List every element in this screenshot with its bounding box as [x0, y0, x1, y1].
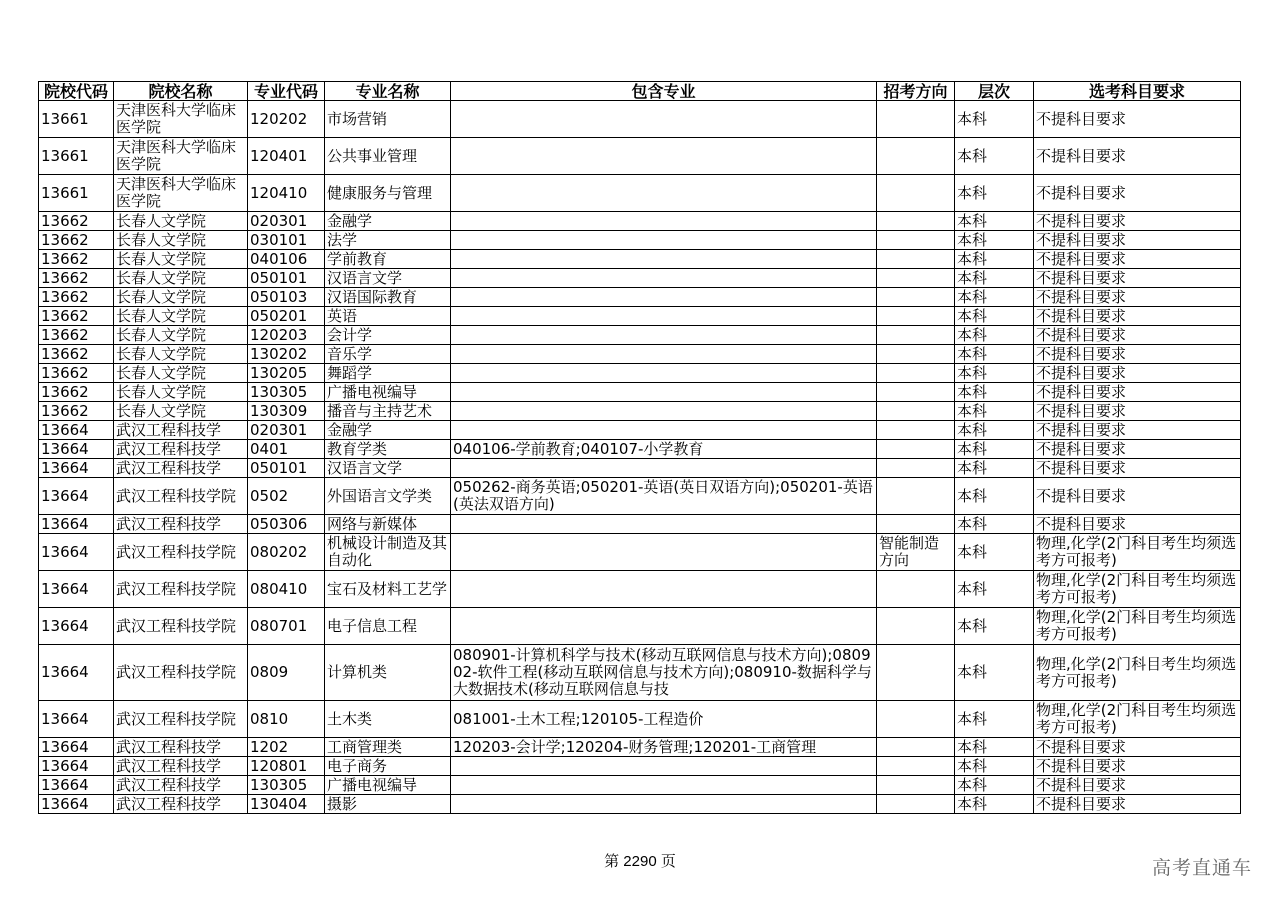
table-row — [39, 402, 1241, 421]
cell-major-name: 播音与主持艺术 — [325, 402, 451, 421]
cell-subject-requirement: 不提科目要求 — [1034, 402, 1241, 421]
cell-school-name: 武汉工程科技学院 — [114, 534, 248, 571]
table-row — [39, 701, 1241, 738]
table-row — [39, 383, 1241, 402]
cell-included-majors — [451, 288, 877, 307]
cell-major-name: 汉语言文学 — [325, 269, 451, 288]
cell-level: 本科 — [955, 326, 1034, 345]
cell-school-code: 13664 — [39, 738, 114, 757]
cell-subject-requirement: 物理,化学(2门科目考生均须选考方可报考) — [1034, 701, 1241, 738]
cell-level: 本科 — [955, 269, 1034, 288]
cell-school-name: 武汉工程科技学 — [114, 795, 248, 814]
cell-included-majors — [451, 383, 877, 402]
cell-school-code: 13662 — [39, 326, 114, 345]
header-included-majors: 包含专业 — [451, 82, 877, 101]
cell-major-name: 摄影 — [325, 795, 451, 814]
cell-included-majors — [451, 364, 877, 383]
cell-school-code: 13664 — [39, 534, 114, 571]
cell-subject-requirement: 不提科目要求 — [1034, 440, 1241, 459]
cell-direction: 智能制造方向 — [877, 534, 955, 571]
cell-direction — [877, 345, 955, 364]
cell-level: 本科 — [955, 701, 1034, 738]
cell-direction — [877, 269, 955, 288]
cell-level: 本科 — [955, 364, 1034, 383]
table-row — [39, 571, 1241, 608]
cell-school-code: 13662 — [39, 383, 114, 402]
table-row — [39, 345, 1241, 364]
cell-major-code: 050101 — [248, 459, 325, 478]
cell-subject-requirement: 不提科目要求 — [1034, 364, 1241, 383]
cell-subject-requirement: 不提科目要求 — [1034, 459, 1241, 478]
cell-level: 本科 — [955, 757, 1034, 776]
cell-included-majors — [451, 459, 877, 478]
cell-school-name: 长春人文学院 — [114, 364, 248, 383]
header-row — [39, 82, 1241, 101]
cell-major-code: 040106 — [248, 250, 325, 269]
cell-subject-requirement: 不提科目要求 — [1034, 288, 1241, 307]
cell-direction — [877, 701, 955, 738]
cell-major-name: 宝石及材料工艺学 — [325, 571, 451, 608]
cell-major-name: 健康服务与管理 — [325, 175, 451, 212]
table-row — [39, 459, 1241, 478]
cell-major-code: 050201 — [248, 307, 325, 326]
table-row — [39, 738, 1241, 757]
cell-included-majors — [451, 345, 877, 364]
cell-major-code: 120203 — [248, 326, 325, 345]
cell-subject-requirement: 物理,化学(2门科目考生均须选考方可报考) — [1034, 645, 1241, 701]
cell-level: 本科 — [955, 307, 1034, 326]
cell-direction — [877, 645, 955, 701]
cell-direction — [877, 608, 955, 645]
cell-major-name: 机械设计制造及其自动化 — [325, 534, 451, 571]
cell-direction — [877, 307, 955, 326]
cell-major-code: 0809 — [248, 645, 325, 701]
cell-major-name: 汉语国际教育 — [325, 288, 451, 307]
cell-major-code: 020301 — [248, 212, 325, 231]
cell-major-code: 130305 — [248, 776, 325, 795]
cell-direction — [877, 175, 955, 212]
cell-major-code: 0401 — [248, 440, 325, 459]
cell-included-majors — [451, 534, 877, 571]
cell-major-code: 020301 — [248, 421, 325, 440]
cell-level: 本科 — [955, 175, 1034, 212]
cell-major-name: 广播电视编导 — [325, 776, 451, 795]
cell-school-code: 13662 — [39, 250, 114, 269]
cell-level: 本科 — [955, 738, 1034, 757]
table-row — [39, 326, 1241, 345]
cell-subject-requirement: 不提科目要求 — [1034, 212, 1241, 231]
cell-major-name: 网络与新媒体 — [325, 515, 451, 534]
cell-school-code: 13664 — [39, 421, 114, 440]
cell-direction — [877, 738, 955, 757]
cell-school-code: 13664 — [39, 515, 114, 534]
cell-included-majors — [451, 421, 877, 440]
cell-school-code: 13664 — [39, 701, 114, 738]
cell-school-code: 13664 — [39, 608, 114, 645]
cell-school-code: 13662 — [39, 269, 114, 288]
cell-subject-requirement: 不提科目要求 — [1034, 269, 1241, 288]
cell-level: 本科 — [955, 534, 1034, 571]
cell-school-name: 长春人文学院 — [114, 345, 248, 364]
cell-subject-requirement: 不提科目要求 — [1034, 383, 1241, 402]
table-row — [39, 795, 1241, 814]
cell-subject-requirement: 不提科目要求 — [1034, 795, 1241, 814]
cell-school-name: 武汉工程科技学 — [114, 738, 248, 757]
cell-major-name: 金融学 — [325, 212, 451, 231]
cell-major-code: 0810 — [248, 701, 325, 738]
cell-major-name: 舞蹈学 — [325, 364, 451, 383]
cell-included-majors: 120203-会计学;120204-财务管理;120201-工商管理 — [451, 738, 877, 757]
cell-school-code: 13661 — [39, 138, 114, 175]
cell-major-code: 120401 — [248, 138, 325, 175]
cell-included-majors — [451, 307, 877, 326]
cell-subject-requirement: 不提科目要求 — [1034, 307, 1241, 326]
header-school-name: 院校名称 — [114, 82, 248, 101]
included-majors-text: 080901-计算机科学与技术(移动互联网信息与技术方向);080902-软件工程(移动互联网信息与技术方向);080910-数据科学与大数据技术(移动互联网信息与技 — [453, 647, 872, 698]
cell-included-majors — [451, 269, 877, 288]
cell-school-code: 13662 — [39, 364, 114, 383]
cell-major-name: 公共事业管理 — [325, 138, 451, 175]
cell-subject-requirement: 物理,化学(2门科目考生均须选考方可报考) — [1034, 534, 1241, 571]
cell-major-code: 130205 — [248, 364, 325, 383]
cell-school-name: 武汉工程科技学 — [114, 515, 248, 534]
cell-school-name: 武汉工程科技学 — [114, 421, 248, 440]
cell-direction — [877, 421, 955, 440]
header-level: 层次 — [955, 82, 1034, 101]
cell-subject-requirement: 不提科目要求 — [1034, 231, 1241, 250]
cell-direction — [877, 515, 955, 534]
cell-school-name: 武汉工程科技学院 — [114, 571, 248, 608]
cell-major-name: 英语 — [325, 307, 451, 326]
cell-school-name: 武汉工程科技学院 — [114, 478, 248, 515]
table-row — [39, 515, 1241, 534]
cell-school-code: 13664 — [39, 757, 114, 776]
cell-subject-requirement: 不提科目要求 — [1034, 757, 1241, 776]
cell-subject-requirement: 不提科目要求 — [1034, 101, 1241, 138]
cell-major-name: 汉语言文学 — [325, 459, 451, 478]
cell-included-majors: 050262-商务英语;050201-英语(英日双语方向);050201-英语(英法双语方向) — [451, 478, 877, 515]
table-row — [39, 534, 1241, 571]
table-row — [39, 645, 1241, 701]
cell-major-name: 电子商务 — [325, 757, 451, 776]
cell-school-name: 天津医科大学临床医学院 — [114, 175, 248, 212]
cell-school-code: 13664 — [39, 776, 114, 795]
cell-school-name: 长春人文学院 — [114, 326, 248, 345]
cell-school-name: 长春人文学院 — [114, 402, 248, 421]
cell-school-code: 13662 — [39, 231, 114, 250]
cell-major-name: 金融学 — [325, 421, 451, 440]
cell-major-name: 会计学 — [325, 326, 451, 345]
table-row — [39, 175, 1241, 212]
cell-school-name: 武汉工程科技学院 — [114, 608, 248, 645]
cell-included-majors — [451, 795, 877, 814]
cell-school-code: 13664 — [39, 571, 114, 608]
cell-subject-requirement: 不提科目要求 — [1034, 515, 1241, 534]
cell-included-majors — [451, 757, 877, 776]
cell-included-majors — [451, 231, 877, 250]
cell-subject-requirement: 不提科目要求 — [1034, 776, 1241, 795]
cell-major-code: 120410 — [248, 175, 325, 212]
cell-major-name: 土木类 — [325, 701, 451, 738]
cell-included-majors — [451, 515, 877, 534]
cell-included-majors — [451, 212, 877, 231]
cell-major-code: 080202 — [248, 534, 325, 571]
cell-major-name: 广播电视编导 — [325, 383, 451, 402]
cell-major-code: 120801 — [248, 757, 325, 776]
cell-school-code: 13661 — [39, 101, 114, 138]
cell-major-name: 音乐学 — [325, 345, 451, 364]
cell-included-majors — [451, 175, 877, 212]
cell-school-name: 长春人文学院 — [114, 231, 248, 250]
cell-level: 本科 — [955, 571, 1034, 608]
table-row — [39, 101, 1241, 138]
cell-major-code: 130404 — [248, 795, 325, 814]
watermark: 高考直通车 — [1151, 857, 1252, 879]
table-row — [39, 288, 1241, 307]
cell-school-name: 武汉工程科技学院 — [114, 701, 248, 738]
cell-direction — [877, 440, 955, 459]
cell-school-code: 13662 — [39, 212, 114, 231]
cell-school-name: 武汉工程科技学 — [114, 776, 248, 795]
cell-major-name: 工商管理类 — [325, 738, 451, 757]
cell-school-name: 长春人文学院 — [114, 212, 248, 231]
cell-school-code: 13662 — [39, 307, 114, 326]
cell-included-majors — [451, 101, 877, 138]
cell-school-name: 武汉工程科技学 — [114, 459, 248, 478]
cell-subject-requirement: 不提科目要求 — [1034, 421, 1241, 440]
table-row — [39, 212, 1241, 231]
cell-level: 本科 — [955, 345, 1034, 364]
cell-major-code: 130309 — [248, 402, 325, 421]
cell-school-code: 13662 — [39, 288, 114, 307]
cell-subject-requirement: 物理,化学(2门科目考生均须选考方可报考) — [1034, 608, 1241, 645]
cell-level: 本科 — [955, 383, 1034, 402]
table-row — [39, 478, 1241, 515]
cell-school-name: 长春人文学院 — [114, 269, 248, 288]
table-row — [39, 138, 1241, 175]
cell-major-name: 电子信息工程 — [325, 608, 451, 645]
cell-school-name: 武汉工程科技学 — [114, 440, 248, 459]
cell-direction — [877, 402, 955, 421]
table-row — [39, 421, 1241, 440]
cell-included-majors: 040106-学前教育;040107-小学教育 — [451, 440, 877, 459]
cell-included-majors — [451, 776, 877, 795]
cell-school-code: 13664 — [39, 440, 114, 459]
cell-major-code: 130202 — [248, 345, 325, 364]
cell-level: 本科 — [955, 138, 1034, 175]
table-row — [39, 364, 1241, 383]
cell-major-name: 市场营销 — [325, 101, 451, 138]
table-row — [39, 250, 1241, 269]
cell-direction — [877, 231, 955, 250]
cell-direction — [877, 101, 955, 138]
cell-level: 本科 — [955, 231, 1034, 250]
table-row — [39, 231, 1241, 250]
cell-subject-requirement: 不提科目要求 — [1034, 738, 1241, 757]
cell-school-name: 长春人文学院 — [114, 383, 248, 402]
cell-major-code: 0502 — [248, 478, 325, 515]
cell-included-majors — [451, 250, 877, 269]
cell-school-name: 武汉工程科技学院 — [114, 645, 248, 701]
cell-subject-requirement: 不提科目要求 — [1034, 345, 1241, 364]
table-row — [39, 440, 1241, 459]
cell-school-code: 13664 — [39, 459, 114, 478]
page-number: 第 2290 页 — [604, 853, 676, 870]
admission-table — [38, 81, 1241, 814]
cell-school-name: 长春人文学院 — [114, 288, 248, 307]
table-body — [39, 101, 1241, 814]
cell-direction — [877, 364, 955, 383]
cell-level: 本科 — [955, 402, 1034, 421]
cell-school-code: 13664 — [39, 645, 114, 701]
cell-level: 本科 — [955, 288, 1034, 307]
cell-major-code: 130305 — [248, 383, 325, 402]
cell-direction — [877, 138, 955, 175]
cell-subject-requirement: 不提科目要求 — [1034, 478, 1241, 515]
header-school-code: 院校代码 — [39, 82, 114, 101]
cell-level: 本科 — [955, 250, 1034, 269]
cell-major-name: 学前教育 — [325, 250, 451, 269]
cell-school-name: 天津医科大学临床医学院 — [114, 101, 248, 138]
cell-school-name: 长春人文学院 — [114, 250, 248, 269]
cell-school-code: 13662 — [39, 345, 114, 364]
cell-direction — [877, 383, 955, 402]
table-row — [39, 307, 1241, 326]
cell-included-majors — [451, 138, 877, 175]
cell-major-name: 教育学类 — [325, 440, 451, 459]
table-row — [39, 608, 1241, 645]
cell-major-code: 050103 — [248, 288, 325, 307]
table-row — [39, 757, 1241, 776]
cell-level: 本科 — [955, 440, 1034, 459]
cell-level: 本科 — [955, 421, 1034, 440]
cell-school-name: 长春人文学院 — [114, 307, 248, 326]
cell-school-name: 武汉工程科技学 — [114, 757, 248, 776]
cell-subject-requirement: 不提科目要求 — [1034, 175, 1241, 212]
cell-level: 本科 — [955, 515, 1034, 534]
cell-major-code: 080410 — [248, 571, 325, 608]
cell-subject-requirement: 不提科目要求 — [1034, 326, 1241, 345]
cell-level: 本科 — [955, 776, 1034, 795]
cell-direction — [877, 478, 955, 515]
cell-subject-requirement: 物理,化学(2门科目考生均须选考方可报考) — [1034, 571, 1241, 608]
cell-major-code: 050101 — [248, 269, 325, 288]
cell-included-majors — [451, 402, 877, 421]
cell-direction — [877, 757, 955, 776]
cell-direction — [877, 212, 955, 231]
cell-subject-requirement: 不提科目要求 — [1034, 138, 1241, 175]
table-row — [39, 269, 1241, 288]
cell-direction — [877, 250, 955, 269]
cell-included-majors — [451, 645, 877, 701]
cell-school-code: 13664 — [39, 795, 114, 814]
cell-major-code: 080701 — [248, 608, 325, 645]
cell-level: 本科 — [955, 795, 1034, 814]
cell-direction — [877, 571, 955, 608]
cell-school-code: 13664 — [39, 478, 114, 515]
cell-level: 本科 — [955, 101, 1034, 138]
header-subject-requirement: 选考科目要求 — [1034, 82, 1241, 101]
cell-major-code: 1202 — [248, 738, 325, 757]
cell-included-majors — [451, 326, 877, 345]
cell-direction — [877, 776, 955, 795]
cell-level: 本科 — [955, 608, 1034, 645]
cell-level: 本科 — [955, 478, 1034, 515]
cell-direction — [877, 288, 955, 307]
cell-direction — [877, 459, 955, 478]
cell-included-majors — [451, 571, 877, 608]
cell-direction — [877, 795, 955, 814]
cell-level: 本科 — [955, 645, 1034, 701]
cell-included-majors — [451, 608, 877, 645]
cell-direction — [877, 326, 955, 345]
cell-level: 本科 — [955, 459, 1034, 478]
cell-major-name: 外国语言文学类 — [325, 478, 451, 515]
header-major-name: 专业名称 — [325, 82, 451, 101]
cell-level: 本科 — [955, 212, 1034, 231]
cell-major-code: 050306 — [248, 515, 325, 534]
cell-major-name: 计算机类 — [325, 645, 451, 701]
table-row — [39, 776, 1241, 795]
header-direction: 招考方向 — [877, 82, 955, 101]
cell-major-name: 法学 — [325, 231, 451, 250]
header-major-code: 专业代码 — [248, 82, 325, 101]
cell-major-code: 030101 — [248, 231, 325, 250]
cell-school-name: 天津医科大学临床医学院 — [114, 138, 248, 175]
cell-included-majors: 081001-土木工程;120105-工程造价 — [451, 701, 877, 738]
cell-school-code: 13662 — [39, 402, 114, 421]
cell-school-code: 13661 — [39, 175, 114, 212]
cell-major-code: 120202 — [248, 101, 325, 138]
cell-subject-requirement: 不提科目要求 — [1034, 250, 1241, 269]
